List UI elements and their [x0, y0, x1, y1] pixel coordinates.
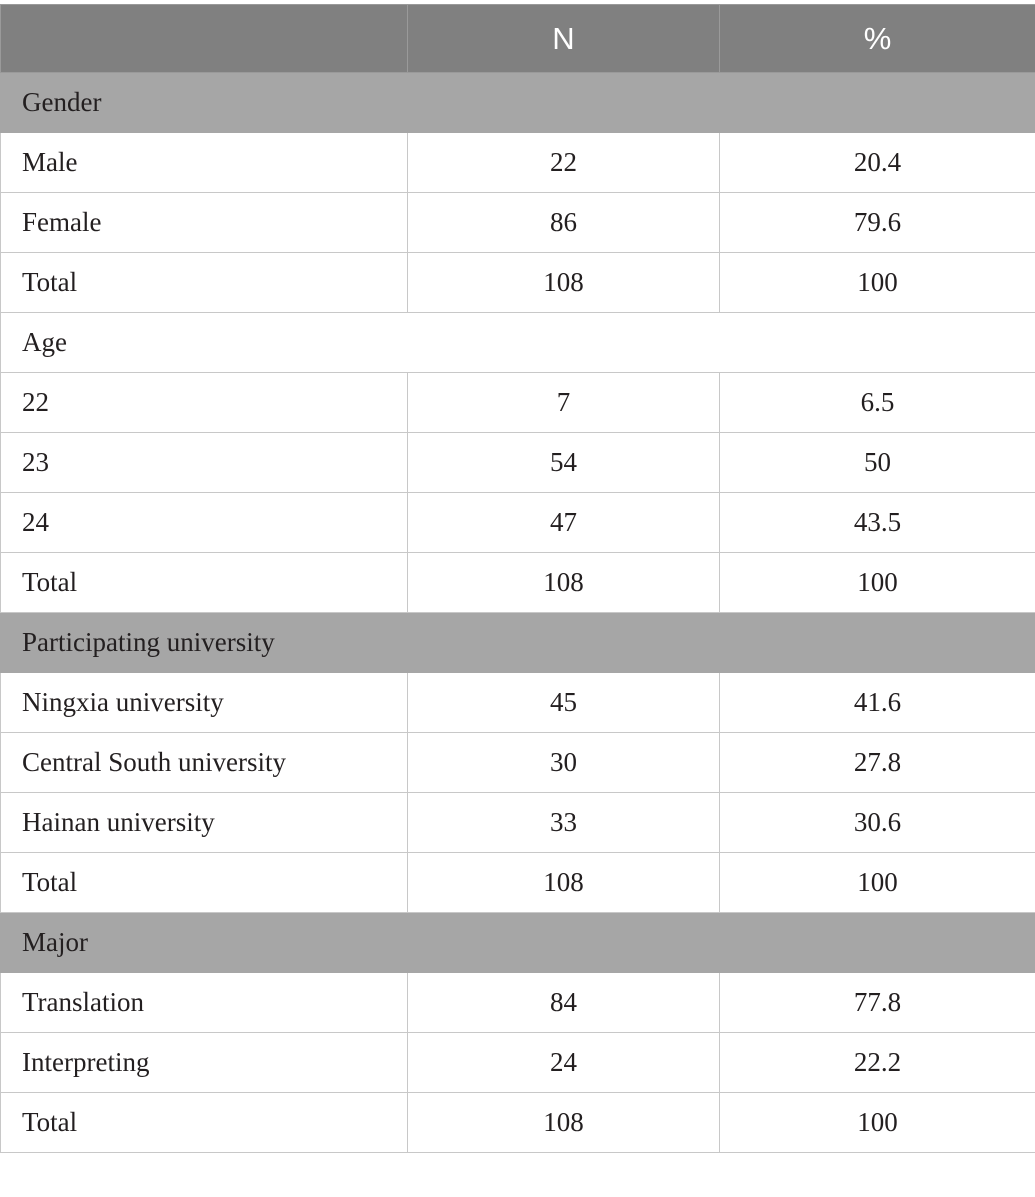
- table-row: [1, 733, 1035, 793]
- section-title: Major: [1, 913, 1035, 973]
- demographics-table: [0, 4, 1035, 1153]
- table-body: [1, 73, 1035, 1153]
- row-count: 45: [408, 673, 720, 733]
- section-title: Age: [1, 313, 1035, 373]
- table-row: [1, 973, 1035, 1033]
- row-label: Interpreting: [1, 1033, 408, 1093]
- row-count: 7: [408, 373, 720, 433]
- row-count: 108: [408, 1093, 720, 1153]
- header-cell-label: [1, 5, 408, 73]
- row-count: 33: [408, 793, 720, 853]
- row-percent: 41.6: [720, 673, 1035, 733]
- section-header-row: [1, 913, 1035, 973]
- row-percent: 20.4: [720, 133, 1035, 193]
- table-row: [1, 433, 1035, 493]
- row-percent: 100: [720, 1093, 1035, 1153]
- table-row: [1, 853, 1035, 913]
- row-label: 23: [1, 433, 408, 493]
- row-label: Total: [1, 553, 408, 613]
- row-percent: 43.5: [720, 493, 1035, 553]
- row-label: Total: [1, 253, 408, 313]
- row-count: 108: [408, 853, 720, 913]
- row-label: Central South university: [1, 733, 408, 793]
- row-count: 108: [408, 253, 720, 313]
- table-row: [1, 1033, 1035, 1093]
- row-count: 24: [408, 1033, 720, 1093]
- header-cell-n: N: [408, 5, 720, 73]
- section-header-row: [1, 613, 1035, 673]
- row-percent: 30.6: [720, 793, 1035, 853]
- section-title: Participating university: [1, 613, 1035, 673]
- table-row: [1, 373, 1035, 433]
- row-count: 22: [408, 133, 720, 193]
- table-row: [1, 553, 1035, 613]
- row-percent: 100: [720, 853, 1035, 913]
- row-label: Hainan university: [1, 793, 408, 853]
- section-title: Gender: [1, 73, 1035, 133]
- row-label: 24: [1, 493, 408, 553]
- row-percent: 6.5: [720, 373, 1035, 433]
- row-label: Female: [1, 193, 408, 253]
- row-percent: 77.8: [720, 973, 1035, 1033]
- row-label: Ningxia university: [1, 673, 408, 733]
- header-cell-percent: %: [720, 5, 1035, 73]
- table-header-row: [1, 5, 1035, 73]
- row-label: Total: [1, 853, 408, 913]
- table-row: [1, 793, 1035, 853]
- section-header-row: [1, 313, 1035, 373]
- row-count: 86: [408, 193, 720, 253]
- table-row: [1, 673, 1035, 733]
- table-row: [1, 493, 1035, 553]
- row-label: Male: [1, 133, 408, 193]
- row-label: Total: [1, 1093, 408, 1153]
- table-row: [1, 193, 1035, 253]
- row-percent: 100: [720, 553, 1035, 613]
- table-row: [1, 253, 1035, 313]
- table-row: [1, 133, 1035, 193]
- row-label: 22: [1, 373, 408, 433]
- row-percent: 100: [720, 253, 1035, 313]
- row-count: 108: [408, 553, 720, 613]
- row-count: 30: [408, 733, 720, 793]
- row-percent: 22.2: [720, 1033, 1035, 1093]
- row-count: 84: [408, 973, 720, 1033]
- row-percent: 27.8: [720, 733, 1035, 793]
- row-count: 54: [408, 433, 720, 493]
- table-row: [1, 1093, 1035, 1153]
- row-count: 47: [408, 493, 720, 553]
- row-label: Translation: [1, 973, 408, 1033]
- row-percent: 50: [720, 433, 1035, 493]
- section-header-row: [1, 73, 1035, 133]
- row-percent: 79.6: [720, 193, 1035, 253]
